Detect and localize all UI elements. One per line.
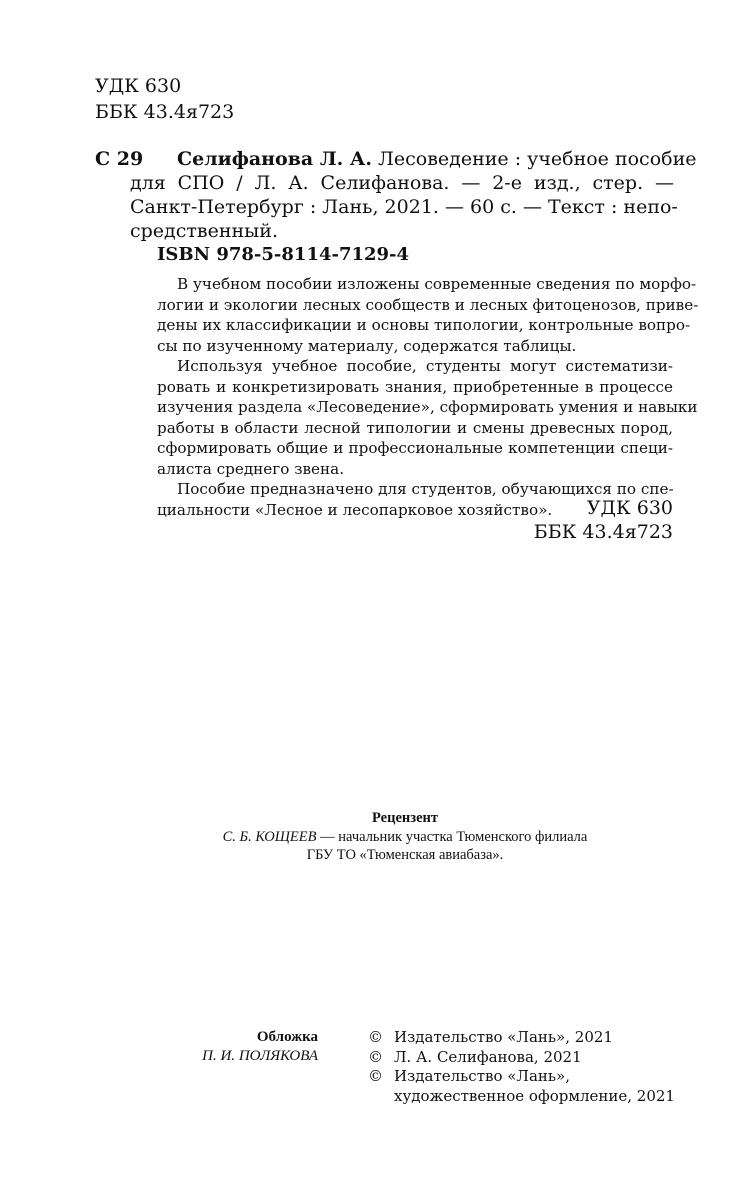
bibliographic-description: [130, 147, 697, 243]
copyright-text: Издательство «Лань»,: [394, 1067, 571, 1085]
udk-code-bottom: УДК 630: [586, 497, 673, 519]
copyright-icon: ©: [368, 1067, 383, 1085]
biblio-line-4: средственный.: [130, 220, 278, 242]
biblio-line-2: для СПО / Л. А. Селифанова. — 2-е изд., стер. —: [130, 172, 674, 194]
reviewer-organization: ГБУ ТО «Тюменская авиабаза».: [306, 847, 504, 863]
bbk-code-top: ББК 43.4я723: [95, 101, 235, 123]
isbn: ISBN 978-5-8114-7129-4: [157, 244, 410, 265]
udk-code-top: УДК 630: [95, 75, 182, 97]
author-name: Селифанова Л. А.: [177, 148, 372, 170]
copyright-item: [368, 1048, 675, 1068]
biblio-line-3: Санкт-Петербург : Лань, 2021. — 60 с. — Текст : непо-: [130, 196, 678, 218]
annotation-line: работы в области лесной типологии и смены древесных пород,: [157, 418, 673, 437]
reviewer-info: [170, 828, 640, 847]
annotation-line: дены их классификации и основы типологии, контрольные вопро-: [157, 316, 691, 334]
bbk-code-bottom: ББК 43.4я723: [533, 521, 673, 543]
copyright-icon: ©: [368, 1028, 383, 1046]
copyright-icon: ©: [368, 1047, 383, 1066]
cover-designer: П. И. ПОЛЯКОВА: [202, 1048, 318, 1064]
biblio-line-1: [177, 147, 697, 171]
cover-credit: [160, 1028, 318, 1066]
annotation-line: логии и экологии лесных сообществ и лесных фитоценозов, приве-: [157, 295, 699, 314]
annotation-line: ровать и конкретизировать знания, приобретенные в процессе: [157, 377, 673, 396]
reviewer-heading: Рецензент: [372, 810, 438, 826]
copyright-text: Издательство «Лань», 2021: [394, 1028, 613, 1046]
copyright-text: Л. А. Селифанова, 2021: [394, 1047, 582, 1066]
annotation-line: В учебном пособии изложены современные сведения по морфо-: [177, 275, 697, 293]
reviewer-position: — начальник участка Тюменского филиала: [316, 828, 588, 845]
annotation-line: алиста среднего звена.: [157, 459, 345, 478]
copyright-item: [368, 1028, 675, 1048]
annotation-line: Пособие предназначено для студентов, обучающихся по спе-: [177, 480, 674, 498]
copyright-block: [368, 1028, 675, 1106]
annotation: [157, 274, 699, 520]
reviewer-block: [170, 809, 640, 865]
copyright-item: [368, 1067, 675, 1087]
book-title: Лесоведение : учебное пособие: [378, 148, 697, 170]
annotation-line: Используя учебное пособие, студенты могут систематизи-: [177, 357, 673, 375]
annotation-line: циальности «Лесное и лесопарковое хозяйство».: [157, 500, 553, 519]
reviewer-name: С. Б. КОЩЕЕВ: [222, 828, 317, 845]
annotation-line: сформировать общие и профессиональные компетенции специ-: [157, 439, 673, 457]
annotation-line: сы по изученному материалу, содержатся таблицы.: [157, 336, 577, 355]
cover-label: Обложка: [256, 1029, 318, 1045]
copyright-continuation: художественное оформление, 2021: [394, 1086, 675, 1105]
author-mark: С 29: [95, 148, 144, 170]
annotation-line: изучения раздела «Лесоведение», сформировать умения и навыки: [157, 398, 698, 416]
